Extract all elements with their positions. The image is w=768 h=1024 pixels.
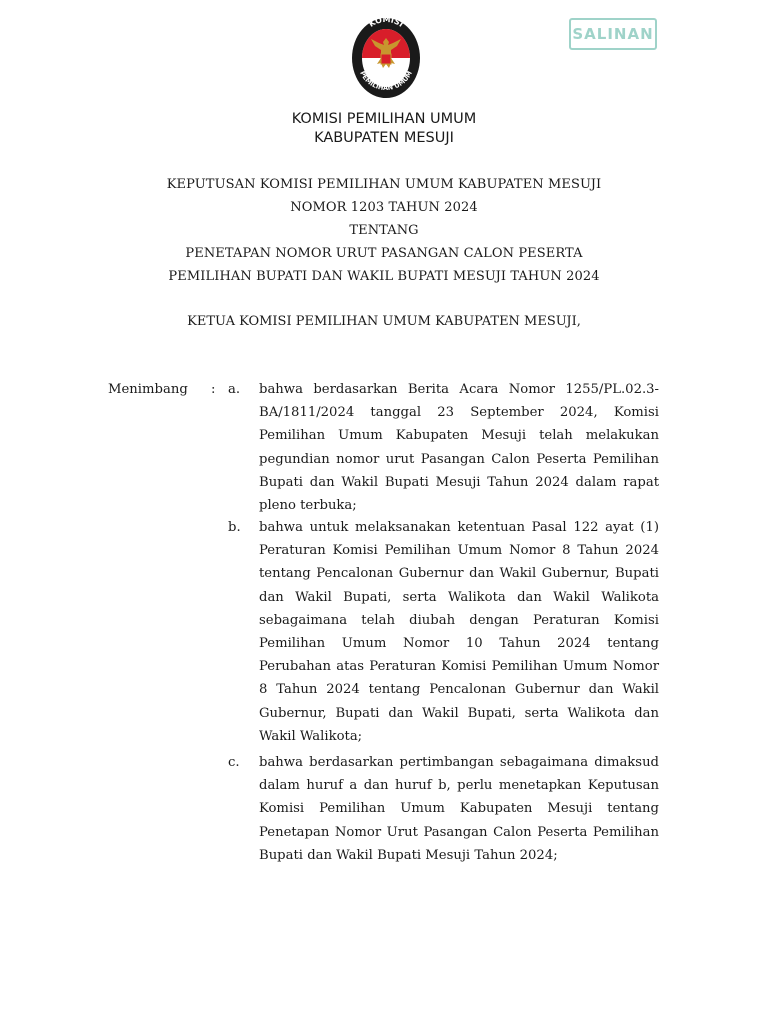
decree-number: NOMOR 1203 TAHUN 2024: [290, 200, 478, 215]
menimbang-colon: :: [211, 382, 216, 397]
decree-subject-line1: PENETAPAN NOMOR URUT PASANGAN CALON PESERTA: [185, 246, 583, 261]
org-name-line2: KABUPATEN MESUJI: [314, 130, 454, 146]
item-marker: b.: [228, 520, 241, 535]
item-text: bahwa berdasarkan pertimbangan sebagaimana dimaksud dalam huruf a dan huruf b, perlu menetapkan Keputusan Komisi Pemilihan Umum Kabupaten Mesuji tentang Penetapan Nomor Urut Pasangan Calon Peserta Pemilihan Bupati dan Wakil Bupati Mesuji Tahun 2024;: [259, 755, 659, 863]
ketua-heading: KETUA KOMISI PEMILIHAN UMUM KABUPATEN MESUJI,: [187, 314, 581, 329]
item-marker: a.: [228, 382, 241, 397]
menimbang-label: Menimbang: [108, 382, 188, 397]
decree-title: KEPUTUSAN KOMISI PEMILIHAN UMUM KABUPATEN MESUJI: [166, 177, 602, 192]
item-text: bahwa untuk melaksanakan ketentuan Pasal 122 ayat (1) Peraturan Komisi Pemilihan Umum Nomor 8 Tahun 2024 tentang Pencalonan Gubernur dan Wakil Gubernur, Bupati dan Wakil Bupati, serta Walikota dan Wakil Walikota sebagaimana telah diubah dengan Peraturan Komisi Pemilihan Umum Nomor 10 Tahun 2024 tentang Perubahan atas Peraturan Komisi Pemilihan Umum Nomor 8 Tahun 2024 tentang Pencalonan Gubernur dan Wakil Gubernur, Bupati dan Wakil Bupati, serta Walikota dan Wakil Walikota;: [259, 520, 659, 744]
kpu-emblem-icon: [350, 16, 422, 100]
logo-bottom-text: PEMILIHAN UMUM: [358, 69, 414, 93]
item-text: bahwa berdasarkan Berita Acara Nomor 1255/PL.02.3-BA/1811/2024 tanggal 23 September 2024, Komisi Pemilihan Umum Kabupaten Mesuji telah melakukan pegundian nomor urut Pasangan Calon Peserta Pemilihan Bupati dan Wakil Bupati Mesuji Tahun 2024 dalam rapat pleno terbuka;: [259, 382, 659, 514]
item-marker: c.: [228, 755, 240, 770]
decree-tentang: TENTANG: [349, 223, 419, 238]
org-name-line1: KOMISI PEMILIHAN UMUM: [291, 111, 477, 127]
logo-top-text: KOMISI: [367, 16, 406, 29]
decree-subject-line2: PEMILIHAN BUPATI DAN WAKIL BUPATI MESUJI TAHUN 2024: [168, 269, 600, 284]
kpu-logo: [350, 16, 422, 100]
salinan-stamp: SALINAN: [569, 18, 657, 50]
